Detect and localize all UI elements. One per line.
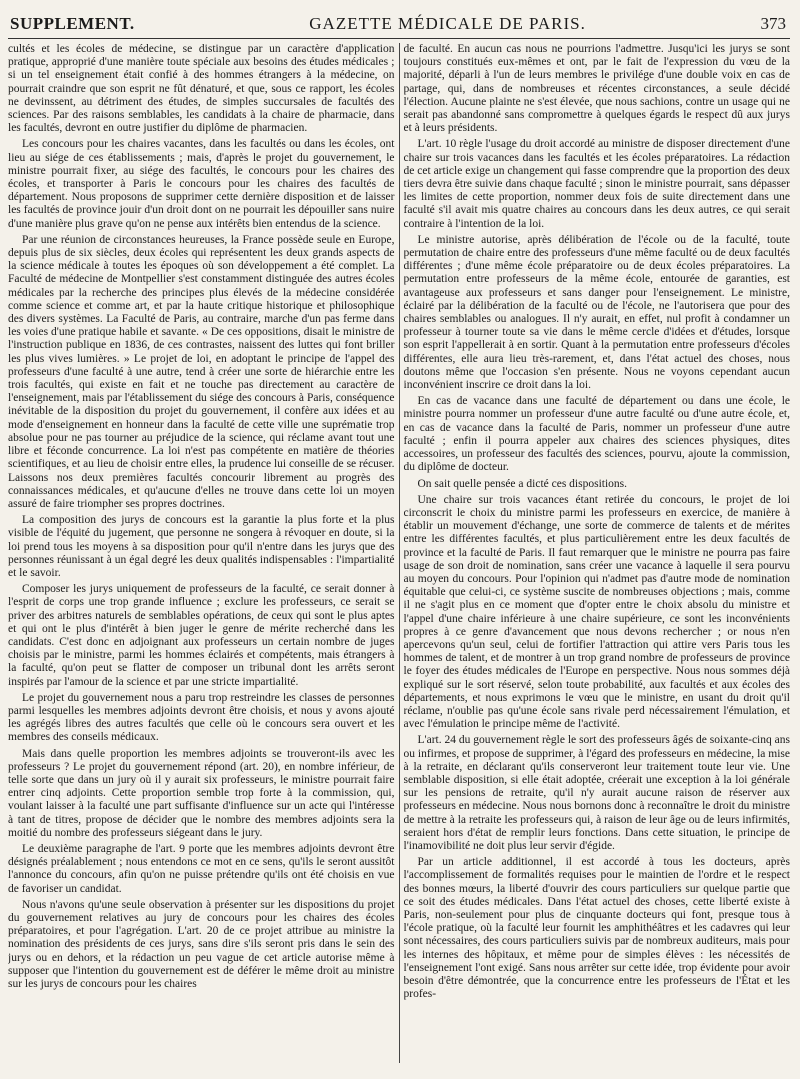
paragraph: de faculté. En aucun cas nous ne pourrions l'admettre. Jusqu'ici les jurys se sont toujours constitués eux-mêmes et ont, par le fait de l'expression du vœu de la majorité, déparli à l'un de leurs membres le privilége d'une double voix en cas de partage, qui, dans de nombreuses et récentes circonstances, a seule décidé l'élection. Aucune plainte ne s'est élevée, que nous sachions, contre un usage qui ne serait pas abandonné sans compromettre à quelques égards le respect dû aux jurys et à leurs présidents. (403, 43, 790, 135)
paragraph: Une chaire sur trois vacances étant retirée du concours, le projet de loi circonscrit le choix du ministre parmi les professeurs en exercice, de manière à établir un mouvement d'échange, une sorte de commerce de talents et de mérites entre les différentes facultés, et plus particulièrement entre les deux facultés de province et la faculté de Paris. Il faut remarquer que le ministre ne pourra pas faire usage de son droit de nomination, sans créer une vacance à laquelle il sera pourvu au moyen du concours. Pour l'opinion qui n'admet pas d'autre mode de nomination équitable que celui-ci, ce système suscite de nombreuses objections ; mais, comme il ne s'agit plus en ce moment que d'opter entre le choix absolu du ministre et l'appel d'une chaire inférieure à une chaire supérieure, ce sont les inconvénients propres à ce genre d'avancement que nous devons rechercher ; or nous n'en apercevons qu'un seul, celui de fortifier l'attraction qui attire vers Paris tous les hommes de talent, et de montrer à un trop grand nombre de professeurs de province le foyer des études médicales de l'Europe en perspective. Nous nous sommes déjà expliqué sur le sort réservé, selon toute probabilité, aux facultés et aux écoles des départements, et nous exprimons le vœu que le ministre, en usant du droit qu'il réclame, n'oublie pas qu'une école sans rivale perd nécessairement l'émulation, et avec l'émulation le principe même de l'activité. (403, 493, 790, 731)
paragraph: Le projet du gouvernement nous a paru trop restreindre les classes de personnes parmi lesquelles les membres adjoints devront être choisis, et nous y avons ajouté les agrégés libres des autres facultés que celle où le concours sera ouvert et les membres des conseils médicaux. (8, 691, 395, 744)
paragraph: Par un article additionnel, il est accordé à tous les docteurs, après l'accomplissement de formalités requises pour le maintien de l'ordre et le respect des bonnes mœurs, la liberté d'ouvrir des cours particuliers sur quelque partie que ce soit des études médicales. Dans l'état actuel des choses, cette liberté existe à Paris, non-seulement pour plus de cinquante docteurs qui font, presque tous à l'école pratique, où la faculté leur fournit les amphithéâtres et les cadavres qui leur sont nécessaires, des cours particuliers suivis par de nombreux auditeurs, mais pour les internes des hôpitaux, et même pour de simples élèves : les nécessités de l'enseignement l'ont exigé. Sans nous arrêter sur cette idée, trop évidente pour avoir besoin d'être démontrée, que la concurrence entre les professeurs de l'État et les profes- (403, 856, 790, 1001)
paragraph: Composer les jurys uniquement de professeurs de la faculté, ce serait donner à l'esprit de corps une trop grande influence ; exclure les professeurs, ce serait se priver des arbitres naturels de semblables opérations, de ceux qui sont le plus aptes et qui ont le plus d'intérêt à bien juger le genre de mérite recherché dans les candidats. C'est donc en adjoignant aux professeurs un certain nombre de juges choisis par le ministre, parmi les hommes éclairés et compétents, mais étrangers à la faculté, qu'on peut se flatter de composer un tribunal dont les arrêts seront inspirés par l'amour de la science et par une stricte impartialité. (8, 583, 395, 688)
paragraph: Nous n'avons qu'une seule observation à présenter sur les dispositions du projet du gouvernement relatives au jury de concours pour les chaires des écoles préparatoires, et pour l'agrégation. L'art. 20 de ce projet attribue au ministre la nomination des présidents de ces jurys, sans dire s'ils seront pris dans le sein des jurys ou en dehors, et la rédaction un peu vague de cet article autorise même à supposer que l'intention du gouvernement est de déférer le même droit au ministre sur les jurys de concours pour les chaires (8, 898, 395, 991)
paragraph: Le ministre autorise, après délibération de l'école ou de la faculté, toute permutation de chaire entre des professeurs d'une même faculté ou de deux facultés différentes ; d'une même école préparatoire ou de deux écoles préparatoires. La permutation entre professeurs de la même école, entourée de garanties, est avantageuse aux professeurs et sans danger pour l'enseignement. Le ministre, éclairé par la délibération de la faculté ou de l'école, ne l'autorisera que pour des chaires semblables ou analogues. Il n'y aurait, en effet, nul profit à condamner un professeur à tourner toute sa vie dans le même cercle d'idées et d'études, lorsque son esprit l'appellerait à en sortir. Quant à la permutation entre professeurs d'écoles différentes, elle aura lieu très-rarement, et, dans l'état actuel des choses, nous doutons même que l'occasion s'en présente. Nous ne voyons cependant aucun inconvénient inscrire ce droit dans la loi. (403, 233, 790, 392)
left-column (8, 43, 395, 1063)
paragraph: cultés et les écoles de médecine, se distingue par un caractère d'application pratique, approprié d'une manière toute spéciale aux besoins des études médicales ; si un tel enseignement était confié à des hommes étrangers à la médecine, on pourrait craindre que son esprit ne fût dénaturé, et que, sous ce rapport, les écoles ne devinssent, au détriment des études, de simples succursales de facultés des sciences. Par des raisons semblables, les candidats à la chaire de pharmacie, dans les facultés, devront en outre justifier du diplôme de pharmacien. (8, 43, 395, 135)
paragraph: Mais dans quelle proportion les membres adjoints se trouveront-ils avec les professeurs ? Le projet du gouvernement répond (art. 20), en nombre inférieur, de telle sorte que dans un jury où il y aurait six professeurs, le ministre pourrait faire entrer cinq adjoints. Cette proportion semble trop forte à la commission, qui, voulant laisser à la faculté une part suffisante d'influence sur un acte qui l'intéresse à tant de titres, propose de décider que le nombre des membres adjoints sera la moitié du nombre des professeurs siégeant dans le jury. (8, 747, 395, 839)
paragraph: L'art. 24 du gouvernement règle le sort des professeurs âgés de soixante-cinq ans ou infirmes, et propose de supprimer, à l'égard des professeurs en médecine, la mise à la retraite, en déclarant qu'ils conserveront leur traitement toute leur vie. Une semblable disposition, si elle était adoptée, créerait une exception à la loi générale sur les pensions de retraite, qu'il n'y aurait aucune raison de réserver aux professeurs en médecine. Nous nous bornons donc à reconnaître le droit du ministre de mettre à la retraite les professeurs qui, à raison de leur âge ou de leurs infirmités, seraient hors d'état de remplir leurs fonctions. Dans cette situation, le principe de l'inamovibilité ne doit plus leur servir d'égide. (403, 734, 790, 852)
column-divider (399, 43, 400, 1063)
supplement-label: SUPPLEMENT. (10, 14, 135, 33)
paragraph: Les concours pour les chaires vacantes, dans les facultés ou dans les écoles, ont lieu au siége de ces établissements ; mais, d'après le projet du gouvernement, le ministre pourrait fixer, au siége des facultés, le concours pour les chaires des écoles, et transporter à Paris le concours pour les chaires des facultés de département. Nous proposons de supprimer cette dernière disposition et de laisser les facultés de province jouir d'un droit dont on ne pourrait les dépouiller sans nuire d'une manière plus grave qu'on ne pense aux intérêts bien entendus de la science. (8, 138, 395, 230)
paragraph: On sait quelle pensée a dicté ces dispositions. (417, 477, 628, 490)
text-columns (8, 43, 790, 1063)
paragraph: Le deuxième paragraphe de l'art. 9 porte que les membres adjoints devront être désignés préalablement ; nous entendons ce mot en ce sens, qu'ils le seront aussitôt l'annonce du concours, afin qu'on ne puisse prétendre qu'ils ont été choisis en vue de favoriser un candidat. (8, 842, 395, 895)
paragraph: Par une réunion de circonstances heureuses, la France possède seule en Europe, depuis plus de six siècles, deux écoles qui représentent les deux grands aspects de la science médicale à toutes les époques où son développement a été complet. La Faculté de médecine de Montpellier s'est constamment distinguée des autres écoles médicales par la recherche des principes plus élevés de la médecine considérée comme science et comme art, et par la haute critique historique et philosophique des divers systèmes. La Faculté de Paris, au contraire, marche d'un pas ferme dans les voies d'une pratique habile et savante. « De ces oppositions, disait le ministre de l'instruction publique en 1836, de ces contrastes, naissent des luttes qui font briller les plus vives lumières. » Le projet de loi, en adoptant le principe de l'appel des professeurs d'une faculté à une autre, tend à créer une sorte de hiérarchie entre les trois facultés, qui existe en fait et ne touche pas directement au caractère de l'enseignement, mais par l'établissement du siége des concours à Paris, conséquence inévitable de la disposition du projet du gouvernement, il confère aux idées et au mode d'enseignement en honneur dans la faculté de cette ville une suprématie trop absolue pour ne pas tourner au préjudice de la science, qui réclame avant tout une libre et féconde concurrence. La loi n'est pas compétente en matière de théories scientifiques, et au lieu de choisir entre elles, la prudence lui conseille de se récuser. Laissons nos deux premières facultés concourir librement au progrès des connaissances médicales, et qu'aucune d'elles ne trouve dans cette loi un moyen assuré de faire triompher ses propres doctrines. (8, 233, 395, 510)
paragraph: L'art. 10 règle l'usage du droit accordé au ministre de disposer directement d'une chaire sur trois vacances dans les facultés et les écoles préparatoires. La rédaction de cet article exige un changement qui fasse comprendre que la proportion des deux tiers devra être suivie dans chaque faculté ; sinon le ministre pourrait, sans dépasser les limites de cette proportion, nommer deux fois de suite directement dans une faculté s'il avait mis quatre chaires au concours dans les deux autres, ce qui serait contraire à l'intention de la loi. (403, 138, 790, 230)
journal-title: GAZETTE MÉDICALE DE PARIS. (309, 14, 586, 33)
page-number: 373 (760, 14, 786, 33)
paragraph: La composition des jurys de concours est la garantie la plus forte et la plus visible de l'équité du jugement, que personne ne songera à révoquer en doute, si la loi prend tous les moyens à sa disposition pour qu'il n'entre dans les jurys que des personnes réunissant à un égal degré les deux qualités indispensables : l'impartialité et le savoir. (8, 514, 395, 579)
page-header (8, 14, 790, 39)
right-column (404, 43, 791, 1063)
paragraph: En cas de vacance dans une faculté de département ou dans une école, le ministre pourra nommer un professeur d'une autre faculté ou d'une autre école, et, en cas de vacance dans la faculté de Paris, nommer un professeur d'une autre faculté ; enfin il pourra appeler aux chaires des sciences physiques, dites accessoires, un professeur des facultés des sciences, pourvu, ajoute la commission, du diplôme de docteur. (403, 395, 790, 474)
